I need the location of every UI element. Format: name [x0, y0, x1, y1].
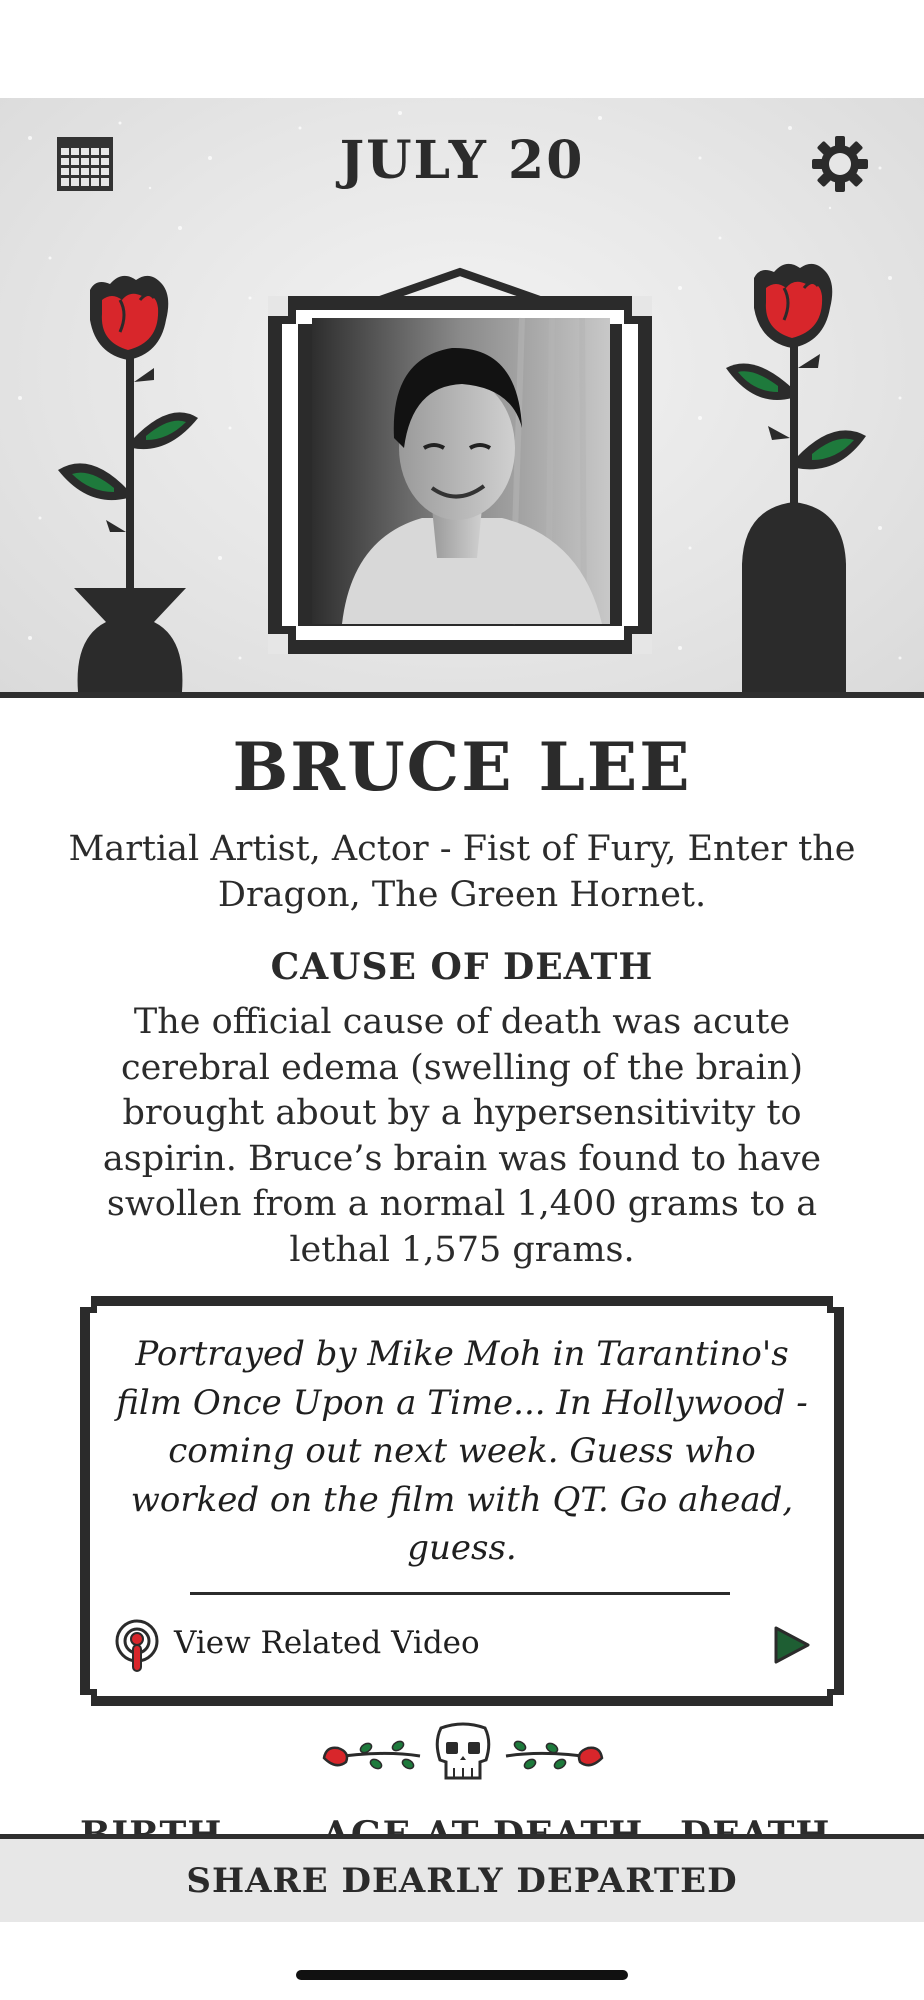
- home-indicator[interactable]: [296, 1970, 628, 1980]
- podcast-mic-icon: [112, 1619, 162, 1673]
- view-related-video-link[interactable]: [112, 1615, 480, 1675]
- hero-divider-line: [0, 692, 924, 698]
- person-tagline: Martial Artist, Actor - Fist of Fury, Enter the Dragon, The Green Hornet.: [68, 829, 856, 915]
- person-name: BRUCE LEE: [232, 728, 692, 806]
- gear-icon[interactable]: [810, 134, 870, 194]
- cause-of-death-text: The official cause of death was acute cerebral edema (swelling of the brain) brought about by a hypersensitivity to aspirin. Bruce’s brain was found to have swollen from a normal 1,400 grams to a lethal 1,575 grams.: [102, 1002, 822, 1270]
- stats-header-peek: [0, 1806, 924, 1834]
- note-text: Portrayed by Mike Moh in Tarantino's film Once Upon a Time... In Hollywood - coming out next week. Guess who worked on the film with QT. Go ahead, guess.: [116, 1334, 808, 1568]
- view-related-video-label: View Related Video: [174, 1625, 480, 1661]
- share-button-label: SHARE DEARLY DEPARTED: [186, 1861, 738, 1901]
- rose-vase-right-illustration: [714, 258, 874, 692]
- page-title-date: JULY 20: [339, 130, 585, 191]
- share-button[interactable]: [0, 1834, 924, 1922]
- play-icon[interactable]: [772, 1624, 812, 1666]
- portrait-photo: [312, 318, 610, 624]
- status-bar-area: [0, 0, 924, 98]
- rose-vase-left-illustration: [50, 270, 210, 692]
- cause-of-death-heading: CAUSE OF DEATH: [270, 946, 654, 988]
- skull-roses-divider-icon: [320, 1722, 606, 1786]
- note-divider: [190, 1592, 730, 1595]
